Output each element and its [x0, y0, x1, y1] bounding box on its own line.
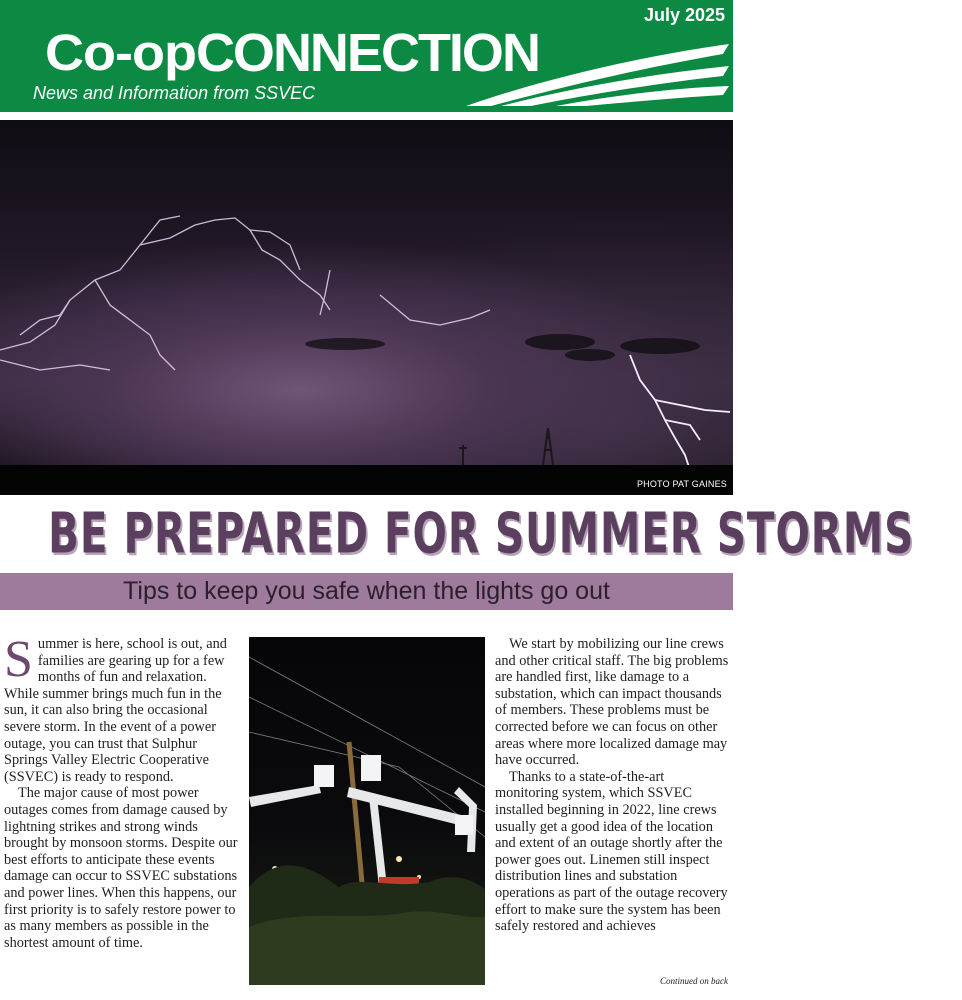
paragraph-1	[4, 631, 241, 785]
article-column-left	[4, 631, 241, 951]
article-headline	[0, 500, 915, 567]
article-subhead: Tips to keep you safe when the lights go out	[123, 577, 610, 605]
lightning-bolts-icon	[0, 120, 733, 495]
masthead	[0, 0, 733, 112]
paragraph-1-text: ummer is here, school is out, and families are gearing up for a few months of fun and relaxation. While summer brings much fun in the sun, it can also bring the occasional severe storm. In the event of a power outage, you can trust that Sulphur Springs Valley Electric Cooperative (SSVEC) is ready to respond.	[4, 636, 227, 785]
headline-text: BE PREPARED FOR SUMMER STORMS	[48, 500, 915, 567]
logo-word-coop: Co-op	[45, 24, 196, 82]
field-swoosh-icon	[461, 40, 731, 108]
article-column-right	[495, 636, 731, 935]
paragraph-2: The major cause of most power outages comes from damage caused by lightning strikes and strong winds brought by monsoon storms. Despite our best efforts to anticipate these events damage can occur to SSVEC substations and power lines. When this happens, our first priority is to safely restore power to as many members as possible in the shortest amount of time.	[4, 785, 238, 951]
bucket-trucks-icon	[249, 637, 485, 985]
logo-word-connection: CONNECTION	[195, 23, 539, 83]
masthead-divider	[0, 112, 733, 120]
paragraph-4: Thanks to a state-of-the-art monitoring system, which SSVEC installed beginning in 2022, line crews usually get a good idea of the location and extent of an outage shortly after the power goes out. Linemen still inspect distribution lines and substation operations as part of the outage recovery effort to make sure the system has been safely restored and achieves	[495, 768, 728, 935]
drop-cap: S	[4, 631, 33, 688]
issue-date: July 2025	[643, 5, 725, 25]
tagline: News and Information from SSVEC	[33, 83, 316, 103]
subhead-bar	[0, 573, 733, 610]
line-crew-photo	[249, 637, 485, 985]
paragraph-3: We start by mobilizing our line crews and other critical staff. The big problems are handled first, like damage to a substation, which can impact thousands of members. These problems must be corrected before we can focus on other areas where more localized damage may have occurred.	[495, 636, 729, 769]
continued-on-back[interactable]: Continued on back	[660, 976, 728, 986]
photo-credit: PHOTO PAT GAINES	[636, 479, 727, 489]
lightning-storm-photo	[0, 120, 733, 495]
